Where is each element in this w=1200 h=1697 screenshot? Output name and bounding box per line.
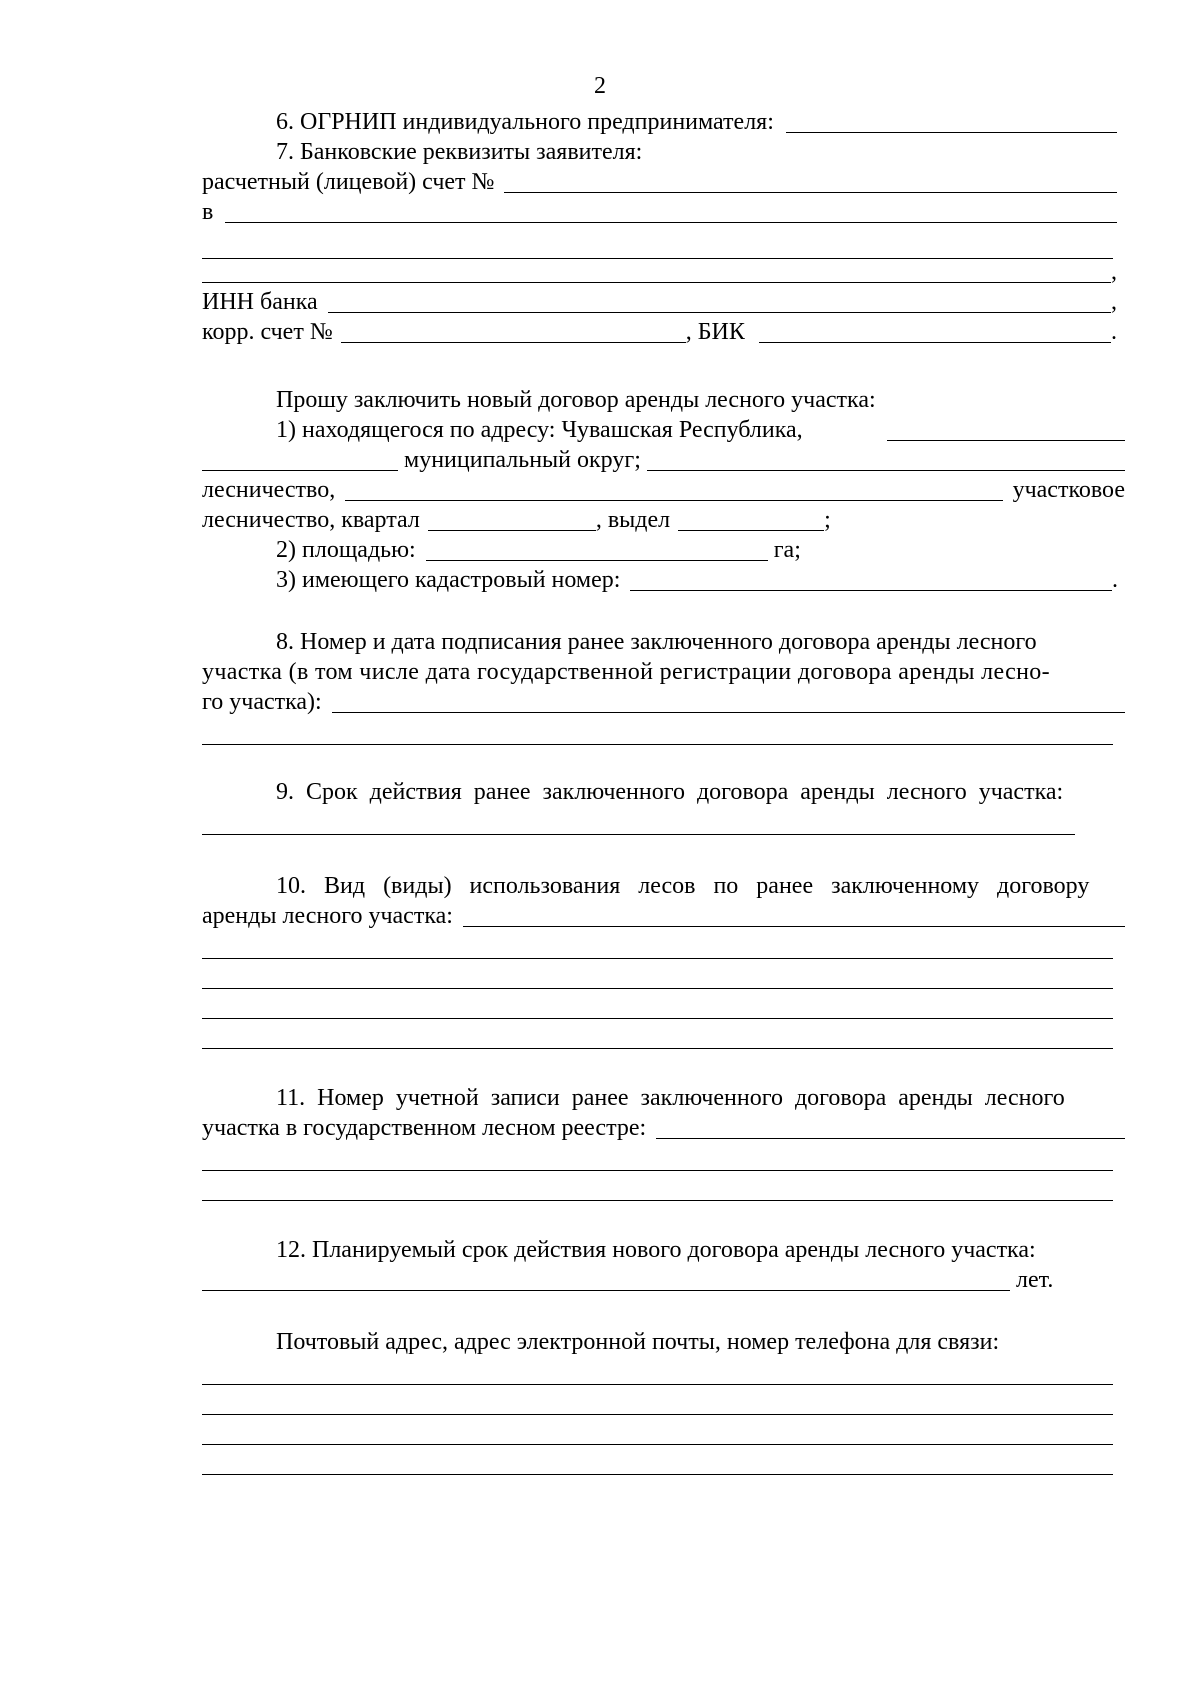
item8-text-2: участка (в том числе дата государственной регистрации договора аренды лесно-	[202, 659, 1050, 685]
address-field[interactable]	[887, 416, 1125, 441]
ha-label: га;	[773, 537, 801, 563]
page-number: 2	[594, 73, 606, 99]
bank-name-field-3[interactable]	[202, 258, 1111, 283]
item10-field-line-3[interactable]	[202, 988, 1113, 989]
item11-text-1: 11. Номер учетной записи ранее заключенного договора аренды лесного	[276, 1085, 1065, 1111]
item10-line1	[276, 870, 1125, 902]
address-label: 1) находящегося по адресу: Чувашская Республика,	[276, 417, 803, 443]
account-row	[202, 166, 1117, 198]
forestry-label: лесничество,	[202, 477, 336, 503]
contacts-field-line-1[interactable]	[202, 1384, 1113, 1385]
area-row	[276, 534, 801, 566]
area-field[interactable]	[426, 536, 768, 561]
allotment-label: , выдел	[595, 507, 671, 533]
inn-field[interactable]	[328, 288, 1111, 313]
bank-name-row	[202, 196, 1117, 228]
item12-text: 12. Планируемый срок действия нового договора аренды лесного участка:	[276, 1237, 1036, 1263]
forestry-row	[202, 474, 1125, 506]
period: .	[1112, 567, 1118, 593]
item12-years-field[interactable]	[202, 1266, 1010, 1291]
corr-bik-row	[202, 316, 1117, 348]
corr-account-label: корр. счет №	[202, 319, 333, 345]
area-label: 2) площадью:	[276, 537, 416, 563]
municipal-name-field[interactable]	[202, 446, 398, 471]
contacts-line	[276, 1326, 999, 1358]
municipal-extra-field[interactable]	[647, 446, 1125, 471]
semicolon: ;	[824, 507, 831, 533]
contacts-field-line-3[interactable]	[202, 1444, 1113, 1445]
period: .	[1111, 319, 1117, 345]
item10-field[interactable]	[463, 902, 1125, 927]
item8-line1	[276, 626, 1125, 658]
years-label: лет.	[1016, 1267, 1054, 1293]
item10-field-line-4[interactable]	[202, 1018, 1113, 1019]
quarter-row	[202, 504, 831, 536]
contacts-field-line-2[interactable]	[202, 1414, 1113, 1415]
bik-label: , БИК	[685, 319, 745, 345]
item9-line	[276, 776, 1125, 808]
quarter-field[interactable]	[428, 506, 596, 531]
comma: ,	[1111, 259, 1117, 285]
item11-line2	[202, 1112, 1125, 1144]
item8-field[interactable]	[332, 688, 1125, 713]
municipal-row	[202, 444, 1125, 476]
bank-in-label: в	[202, 199, 214, 225]
bank-name-row-3	[202, 256, 1117, 288]
item10-text-1: 10. Вид (виды) использования лесов по ранее заключенному договору	[276, 873, 1090, 899]
quarter-label: лесничество, квартал	[202, 507, 420, 533]
item9-field[interactable]	[202, 834, 1075, 835]
forestry-field[interactable]	[345, 476, 1002, 501]
item10-text-2: аренды лесного участка:	[202, 903, 453, 929]
inn-label: ИНН банка	[202, 289, 318, 315]
inn-row	[202, 286, 1117, 318]
item10-field-line-5[interactable]	[202, 1048, 1113, 1049]
bank-name-field[interactable]	[225, 198, 1117, 223]
item9-text: 9. Срок действия ранее заключенного договора аренды лесного участка:	[276, 779, 1064, 805]
district-forestry-label: участковое	[1012, 477, 1125, 503]
item11-field-line-2[interactable]	[202, 1170, 1113, 1171]
item8-text-3: го участка):	[202, 689, 322, 715]
bank-details-label: 7. Банковские реквизиты заявителя:	[276, 139, 643, 165]
comma: ,	[1111, 289, 1117, 315]
allotment-field[interactable]	[678, 506, 824, 531]
item11-text-2: участка в государственном лесном реестре:	[202, 1115, 647, 1141]
account-label: расчетный (лицевой) счет №	[202, 169, 495, 195]
cadastral-field[interactable]	[630, 566, 1112, 591]
ogrnip-label: 6. ОГРНИП индивидуального предпринимателя:	[276, 109, 774, 135]
cadastral-row	[276, 564, 1118, 596]
account-field[interactable]	[504, 168, 1117, 193]
item11-field[interactable]	[656, 1114, 1125, 1139]
ogrnip-row	[276, 106, 1117, 138]
contacts-field-line-4[interactable]	[202, 1474, 1113, 1475]
item11-line1	[276, 1082, 1125, 1114]
item12-years-row	[202, 1264, 1053, 1296]
item10-line2	[202, 900, 1125, 932]
item8-text-1: 8. Номер и дата подписания ранее заключенного договора аренды лесного	[276, 629, 1037, 655]
address-row	[276, 414, 1125, 446]
request-intro	[276, 384, 876, 416]
corr-account-field[interactable]	[341, 318, 686, 343]
request-intro-text: Прошу заключить новый договор аренды лесного участка:	[276, 387, 876, 413]
contacts-text: Почтовый адрес, адрес электронной почты, номер телефона для связи:	[276, 1329, 1000, 1355]
item11-field-line-3[interactable]	[202, 1200, 1113, 1201]
cadastral-label: 3) имеющего кадастровый номер:	[276, 567, 621, 593]
item12-line	[276, 1234, 1036, 1266]
item8-line3	[202, 686, 1125, 718]
bank-details-heading	[276, 136, 642, 168]
item8-line2	[202, 656, 1125, 688]
municipal-label: муниципальный округ;	[404, 447, 641, 473]
bik-field[interactable]	[759, 318, 1111, 343]
ogrnip-field[interactable]	[786, 108, 1117, 133]
item10-field-line-2[interactable]	[202, 958, 1113, 959]
item8-field-line-2[interactable]	[202, 744, 1113, 745]
